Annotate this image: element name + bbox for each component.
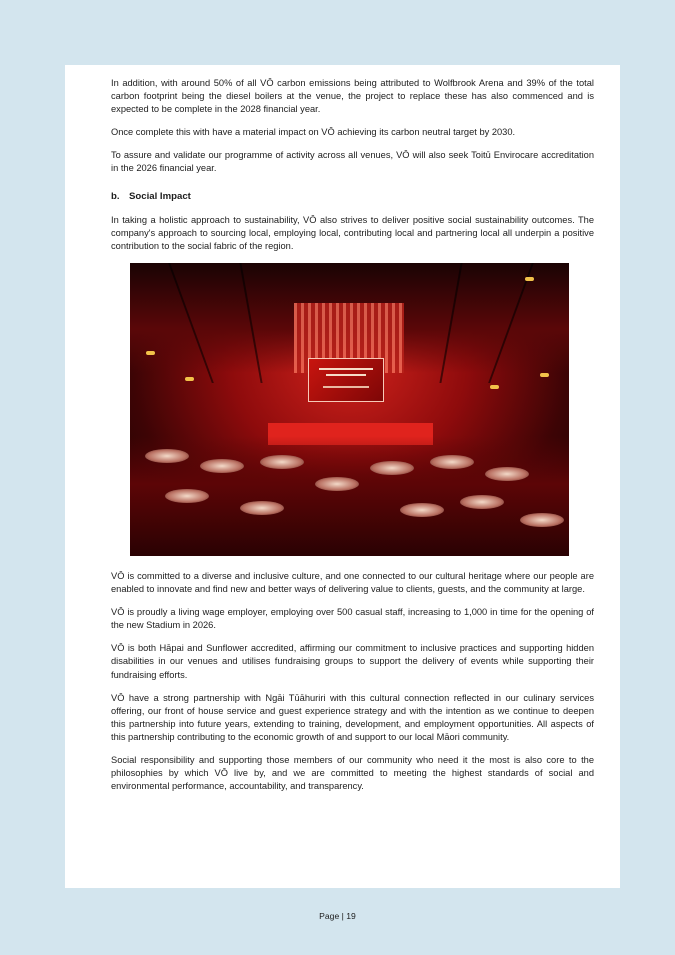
paragraph-partnership: VŌ have a strong partnership with Ngāi Tūāhuriri with this cultural connection reflected in our culinary services offering, our front of house service and guest experience strategy and with the intention as we continue to deepen this partnership into future years, extending to training, development, and employment opportunities. All aspects of this partnership contributing to the economic growth of and support to our local Māori community. [111,692,594,742]
paragraph-living-wage: VŌ is proudly a living wage employer, employing over 500 casual staff, increasing to 1,000 in time for the opening of the new Stadium in 2026. [111,607,594,631]
section-number: b. [111,190,120,202]
paragraph-carbon-neutral: Once complete this with have a material impact on VŌ achieving its carbon neutral target by 2030. [111,127,516,138]
section-heading [111,190,594,203]
paragraph-accreditation: VŌ is both Hāpai and Sunflower accredited, affirming our commitment to inclusive practices and supporting hidden disabilities in our venues and utilises fundraising groups to support the delivery of events while supporting their fundraising efforts. [111,643,594,680]
page-content [111,77,594,803]
paragraph-envirocare: To assure and validate our programme of activity across all venues, VŌ will also seek Toitū Envirocare accreditation in the 2026 financial year. [111,150,594,174]
event-venue-photo [130,263,569,556]
stage-screen [308,358,384,402]
paragraph-social-intro: In taking a holistic approach to sustainability, VŌ also strives to deliver positive social sustainability outcomes. The company's approach to sourcing local, employing local, contributing local and partnering local all underpin a positive contribution to the social fabric of the region. [111,214,594,251]
page-number: Page | 19 [319,911,356,921]
paragraph-carbon-emissions: In addition, with around 50% of all VŌ carbon emissions being attributed to Wolfbrook Arena and 39% of the total carbon footprint being the diesel boilers at the venue, the project to replace these has also commenced and is expected to be complete in the 2028 financial year. [111,78,594,115]
paragraph-social-responsibility: Social responsibility and supporting those members of our community who need it the most is also core to the philosophies by which VŌ live by, and we are committed to meeting the highest standards of social and environmental performance, accountability, and transparency. [111,754,594,792]
page-sheet [65,65,620,888]
paragraph-diverse-culture: VŌ is committed to a diverse and inclusive culture, and one connected to our cultural heritage where our people are enabled to innovate and find new and better ways of delivering value to clients, guests, and the community at large. [111,570,594,595]
section-title: Social Impact [129,190,191,202]
